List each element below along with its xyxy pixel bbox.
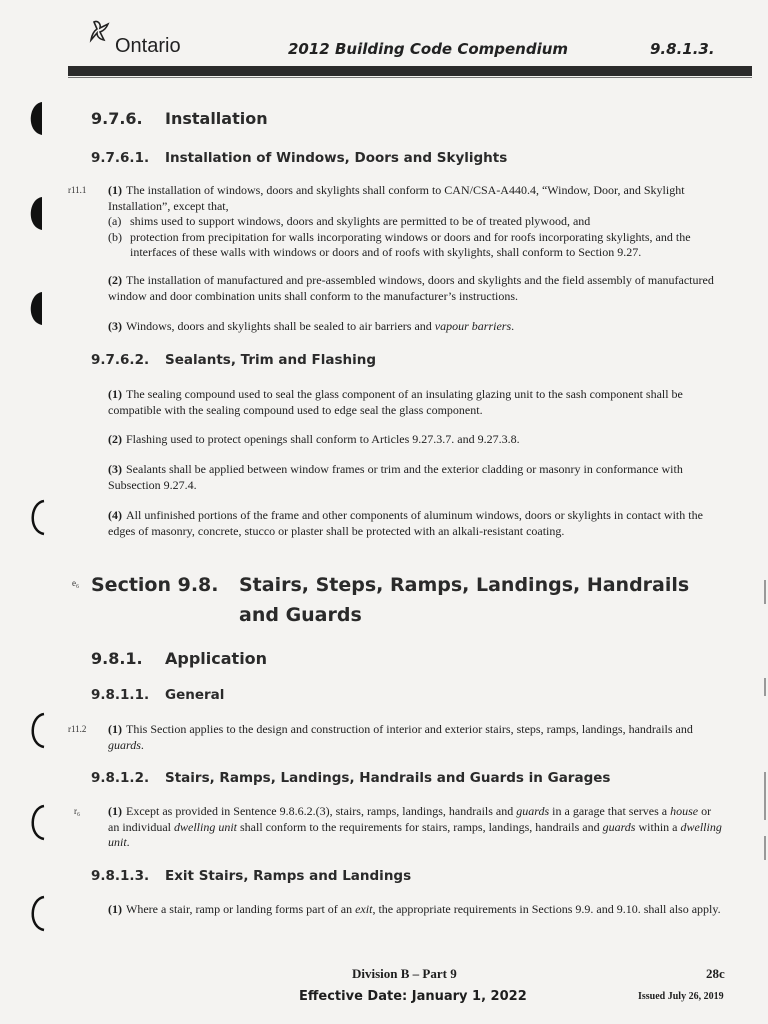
sentence-text: Where a stair, ramp or landing forms part of an bbox=[126, 902, 353, 916]
heading-number: 9.7.6.2. bbox=[91, 352, 150, 368]
footer-division: Division B – Part 9 bbox=[352, 966, 457, 981]
sentence-end: . bbox=[511, 319, 515, 333]
heading-9-7-6 bbox=[91, 109, 268, 128]
header-rule bbox=[68, 66, 752, 76]
sentence-9-7-6-1-3 bbox=[108, 319, 724, 335]
revision-note: r₆ bbox=[74, 806, 81, 816]
heading-9-8-1-3 bbox=[91, 868, 411, 884]
heading-title: Application bbox=[165, 649, 268, 668]
sentence-text: Flashing used to protect openings shall conform to Articles 9.27.3.7. and 9.27.3.8. bbox=[126, 432, 520, 446]
defined-term: exit bbox=[355, 902, 373, 916]
sentence-9-7-6-2-1 bbox=[108, 387, 724, 418]
binder-hole bbox=[20, 802, 46, 842]
defined-term: vapour barriers bbox=[434, 319, 512, 333]
sentence-number: (1) bbox=[108, 902, 122, 916]
scan-edge-mark bbox=[764, 836, 766, 860]
sentence-text: or an individual bbox=[108, 804, 712, 834]
sentence-9-8-1-3-1 bbox=[108, 902, 724, 918]
binder-hole bbox=[20, 288, 46, 328]
sentence-number: (1) bbox=[108, 387, 122, 401]
header-title: 2012 Building Code Compendium bbox=[288, 40, 569, 58]
heading-9-7-6-1 bbox=[91, 150, 507, 166]
sentence-text: The sealing compound used to seal the glass component of an insulating glazing unit to the sash component shall be compatible with the sealing compound used to edge seal the glass component. bbox=[108, 387, 683, 417]
sentence-9-8-1-2-1 bbox=[108, 804, 724, 851]
footer-issued-date: Issued July 26, 2019 bbox=[638, 991, 724, 1002]
binder-hole bbox=[20, 893, 46, 933]
sentence-9-8-1-1-1 bbox=[108, 722, 724, 753]
clause-a bbox=[108, 214, 724, 230]
defined-term: dwelling unit bbox=[174, 819, 237, 834]
heading-title: General bbox=[165, 687, 225, 703]
defined-term: guards bbox=[602, 819, 636, 834]
sentence-number: (4) bbox=[108, 508, 122, 522]
sentence-9-7-6-2-3 bbox=[108, 462, 724, 493]
heading-title: Installation of Windows, Doors and Skylights bbox=[165, 150, 508, 166]
sentence-9-7-6-1-2 bbox=[108, 273, 724, 304]
sentence-9-7-6-1-1 bbox=[108, 183, 724, 261]
section-heading-9-8 bbox=[91, 570, 689, 600]
revision-note: r11.1 bbox=[68, 185, 87, 195]
heading-number: 9.8.1.3. bbox=[91, 868, 150, 884]
clause-b bbox=[108, 230, 724, 261]
sentence-text: Windows, doors and skylights shall be sealed to air barriers and bbox=[126, 319, 432, 333]
sentence-number: (2) bbox=[108, 432, 122, 446]
heading-9-8-1 bbox=[91, 649, 267, 668]
sentence-number: (1) bbox=[108, 722, 122, 736]
sentence-end: . bbox=[126, 835, 130, 849]
sentence-number: (2) bbox=[108, 273, 122, 287]
heading-9-8-1-1 bbox=[91, 687, 224, 703]
section-title-line1: Stairs, Steps, Ramps, Landings, Handrails bbox=[239, 574, 690, 596]
clause-text: shims used to support windows, doors and skylights are permitted to be of treated plywood, and bbox=[130, 214, 591, 228]
binder-hole bbox=[20, 98, 46, 138]
heading-title: Sealants, Trim and Flashing bbox=[165, 352, 377, 368]
heading-number: 9.8.1.2. bbox=[91, 770, 150, 786]
sentence-text: The installation of windows, doors and skylights shall conform to CAN/CSA-A440.4, “Window, Door, and Skylight Installation”, except that, bbox=[108, 183, 685, 213]
heading-title: Installation bbox=[165, 109, 268, 128]
section-title-line2: and Guards bbox=[239, 604, 362, 626]
heading-9-8-1-2 bbox=[91, 770, 610, 786]
clause-label: (b) bbox=[108, 229, 122, 244]
scan-edge-mark bbox=[764, 580, 766, 604]
heading-number: 9.7.6. bbox=[91, 109, 143, 128]
sentence-number: (3) bbox=[108, 462, 122, 476]
sentence-number: (1) bbox=[108, 804, 122, 818]
sentence-9-7-6-2-2 bbox=[108, 432, 724, 448]
defined-term: guards bbox=[108, 737, 141, 752]
revision-note: r11.2 bbox=[68, 724, 87, 734]
sentence-number: (3) bbox=[108, 319, 122, 333]
sentence-number: (1) bbox=[108, 183, 122, 197]
sentence-text: The installation of manufactured and pre-assembled windows, doors and skylights and the field assembly of manufactured window and door combination units shall conform to the manufacturer’s instructions. bbox=[108, 273, 714, 303]
sentence-end: . bbox=[140, 737, 144, 752]
defined-term: guards bbox=[516, 804, 550, 818]
scan-edge-mark bbox=[764, 772, 766, 820]
sentence-text: in a garage that serves a bbox=[552, 804, 668, 818]
clause-text: protection from precipitation for walls incorporating windows or doors and for roofs incorporating skylights, and the interfaces of these walls with windows or doors and of roofs with skylights, shall conform to Section 9.27. bbox=[130, 229, 691, 259]
clause-label: (a) bbox=[108, 214, 122, 228]
sentence-text: shall conform to the requirements for stairs, ramps, landings, handrails and bbox=[240, 819, 600, 834]
sentence-text: All unfinished portions of the frame and other components of aluminum windows, doors or skylights in contact with the edges of masonry, concrete, stucco or plaster shall be protected with an alkali-resistant coating. bbox=[108, 508, 703, 538]
binder-hole bbox=[20, 193, 46, 233]
header-rule-thin bbox=[68, 77, 752, 78]
header-reference: 9.8.1.3. bbox=[650, 40, 715, 58]
footer-page-number: 28c bbox=[706, 966, 725, 981]
heading-title: Exit Stairs, Ramps and Landings bbox=[165, 868, 412, 884]
heading-number: 9.8.1.1. bbox=[91, 687, 150, 703]
sentence-9-7-6-2-4 bbox=[108, 508, 724, 539]
defined-term: dwelling unit bbox=[108, 819, 722, 849]
sentence-text: Except as provided in Sentence 9.8.6.2.(3), stairs, ramps, landings, handrails and bbox=[126, 804, 514, 818]
heading-number: 9.8.1. bbox=[91, 649, 143, 668]
binder-hole bbox=[20, 710, 46, 750]
logo-text: Ontario bbox=[115, 35, 181, 57]
amendment-mark: e₆ bbox=[72, 578, 80, 588]
defined-term: house bbox=[670, 804, 699, 818]
section-number: Section 9.8. bbox=[91, 574, 219, 596]
ontario-trillium-logo bbox=[88, 18, 114, 52]
footer-effective-date: Effective Date: January 1, 2022 bbox=[299, 989, 527, 1004]
binder-hole bbox=[20, 497, 46, 537]
sentence-text: This Section applies to the design and construction of interior and exterior stairs, steps, ramps, landings, handrails and bbox=[126, 722, 693, 736]
sentence-text: within a bbox=[638, 819, 678, 834]
sentence-text: , the appropriate requirements in Sections 9.9. and 9.10. shall also apply. bbox=[372, 902, 721, 916]
sentence-text: Sealants shall be applied between window frames or trim and the exterior cladding or masonry in conformance with Subsection 9.27.4. bbox=[108, 462, 683, 492]
heading-title: Stairs, Ramps, Landings, Handrails and Guards in Garages bbox=[165, 770, 611, 786]
heading-number: 9.7.6.1. bbox=[91, 150, 150, 166]
heading-9-7-6-2 bbox=[91, 352, 376, 368]
scan-edge-mark bbox=[764, 678, 766, 696]
